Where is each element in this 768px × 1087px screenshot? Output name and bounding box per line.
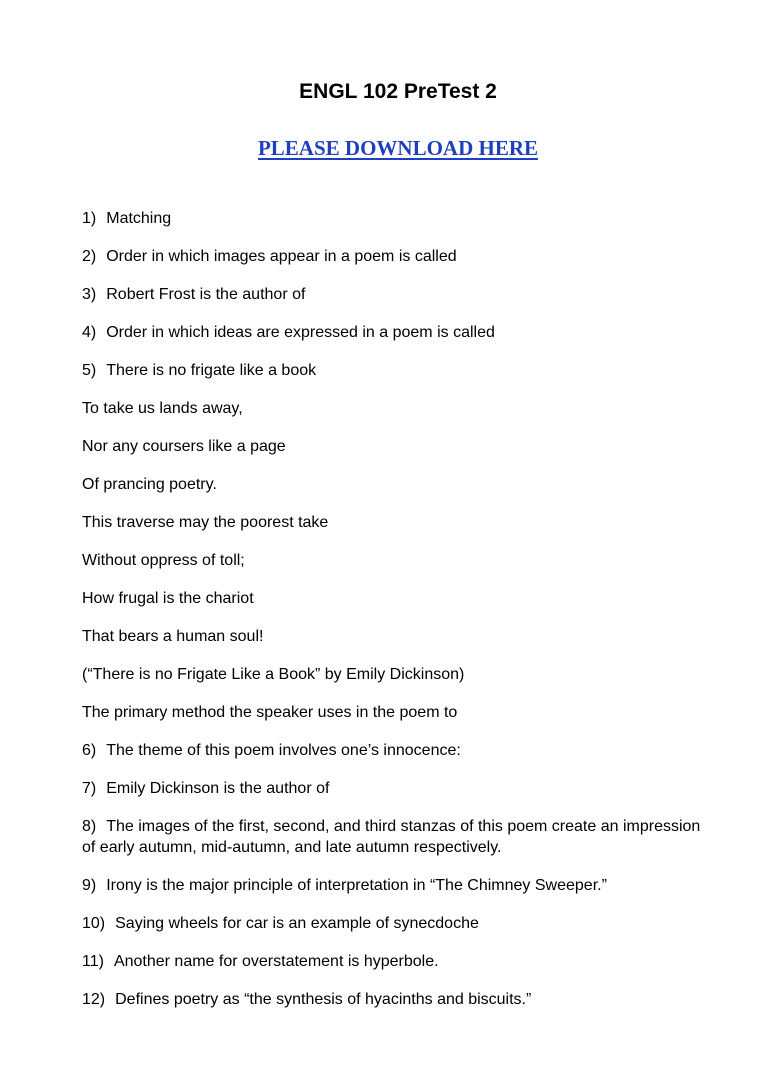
question-number: 5) [82,362,97,379]
question-number: 1) [82,210,97,227]
poem-line: That bears a human soul! [82,628,264,645]
question-number: 4) [82,324,97,341]
question-number: 10) [82,915,106,932]
question-number: 12) [82,991,106,1008]
question-number: 7) [82,780,97,797]
question-number: 3) [82,286,97,303]
question-text: Irony is the major principle of interpretation in “The Chimney Sweeper.” [106,877,607,894]
question-list [82,208,712,1027]
poem-line: How frugal is the chariot [82,590,254,607]
question-text: There is no frigate like a book [106,362,317,379]
question-text: Another name for overstatement is hyperbole. [113,953,439,970]
poem-line: Of prancing poetry. [82,476,217,493]
question-text: Order in which ideas are expressed in a poem is called [106,324,495,341]
question-12 [82,989,712,1010]
question-text: Saying wheels for car is an example of synecdoche [115,915,479,932]
question-number: 6) [82,742,97,759]
question-text: The images of the first, second, and third stanzas of this poem create an impression of early autumn, mid-autumn, and late autumn respectively. [82,818,701,856]
download-link[interactable]: PLEASE DOWNLOAD HERE [257,136,539,160]
question-2 [82,246,712,267]
question-prompt: The primary method the speaker uses in the poem to [82,704,458,721]
question-8 [82,816,712,858]
poem-line: This traverse may the poorest take [82,514,329,531]
document-title: ENGL 102 PreTest 2 [299,80,497,103]
question-text: The theme of this poem involves one’s innocence: [106,742,461,759]
question-10 [82,913,712,934]
question-number: 9) [82,877,97,894]
question-text: Emily Dickinson is the author of [106,780,330,797]
question-number: 2) [82,248,97,265]
poem-line: Without oppress of toll; [82,552,245,569]
question-11 [82,951,712,972]
question-number: 11) [82,953,104,970]
question-1 [82,208,712,229]
question-text: Matching [106,210,172,227]
question-4 [82,322,712,343]
question-text: Defines poetry as “the synthesis of hyacinths and biscuits.” [115,991,532,1008]
question-5 [82,360,712,381]
question-text: Robert Frost is the author of [106,286,306,303]
poem-line: Nor any coursers like a page [82,438,286,455]
question-3 [82,284,712,305]
poem-line: To take us lands away, [82,400,243,417]
poem-citation: (“There is no Frigate Like a Book” by Emily Dickinson) [82,666,465,683]
question-text: Order in which images appear in a poem is called [106,248,457,265]
question-number: 8) [82,818,97,835]
question-9 [82,875,712,896]
question-6 [82,740,712,761]
question-7 [82,778,712,799]
